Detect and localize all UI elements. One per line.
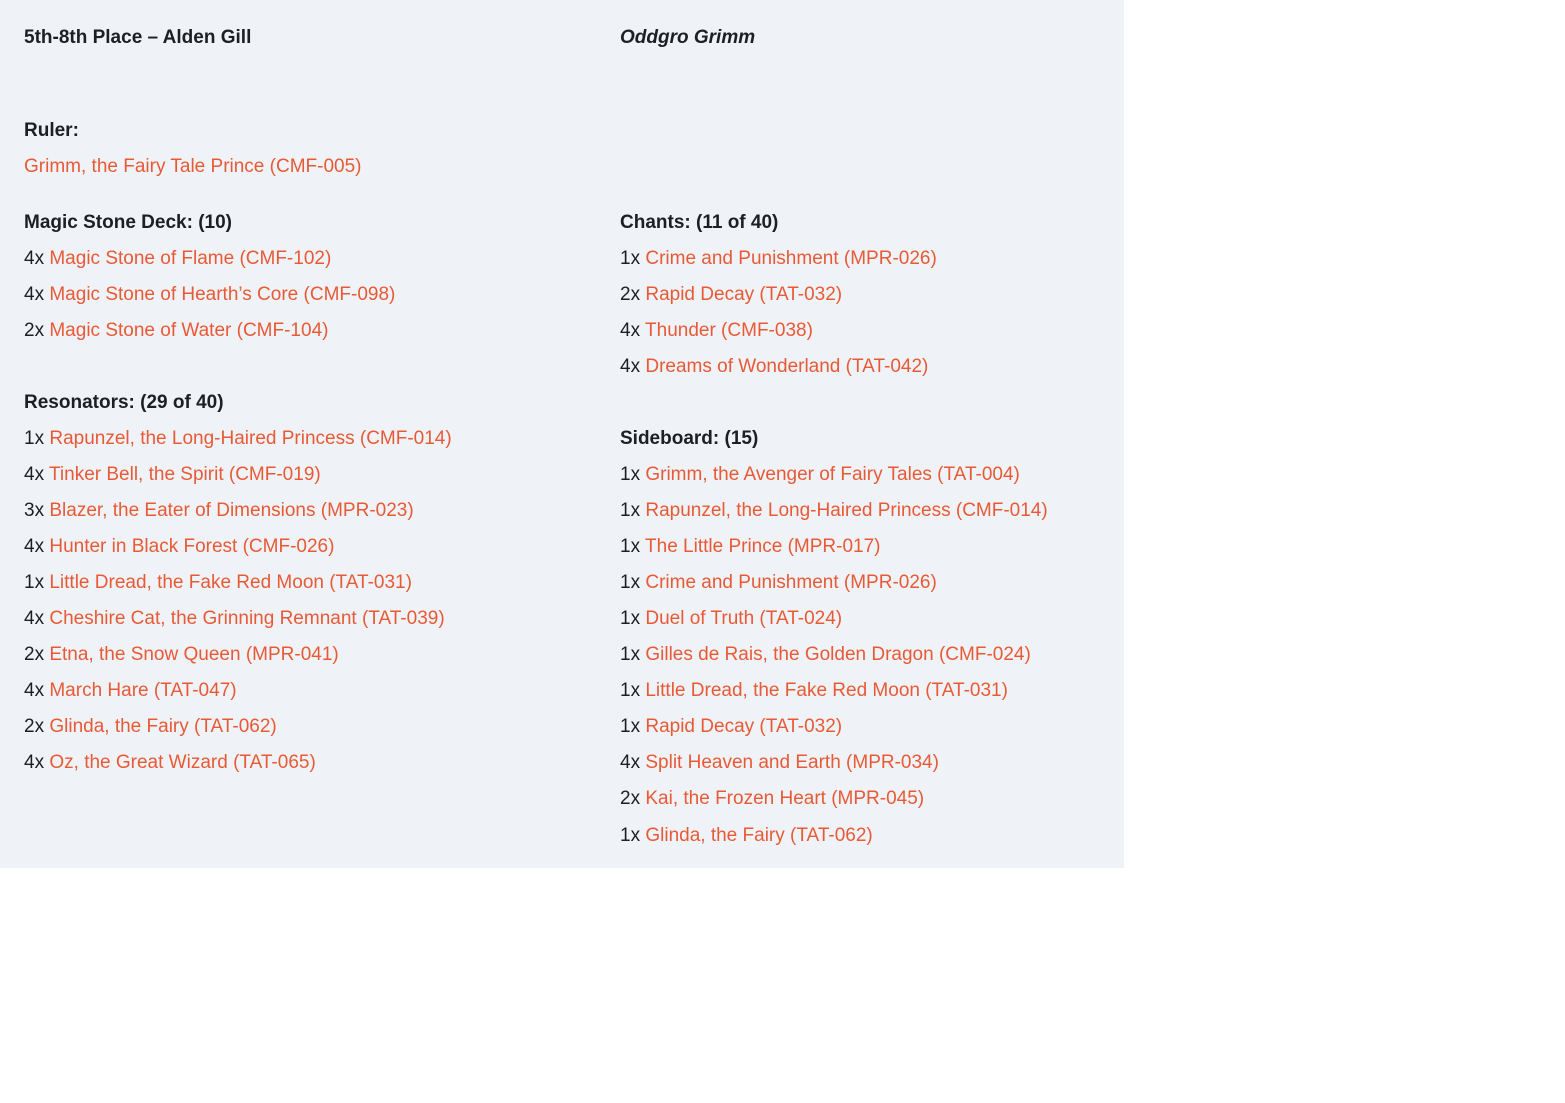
card-quantity: 4x <box>24 752 50 773</box>
card-quantity: 4x <box>24 680 50 701</box>
resonators-heading: Resonators: (29 of 40) <box>24 392 224 413</box>
card-link[interactable]: Dreams of Wonderland (TAT-042) <box>645 356 929 377</box>
list-item <box>24 570 412 596</box>
card-link[interactable]: Cheshire Cat, the Grinning Remnant (TAT-039) <box>49 608 445 629</box>
card-quantity: 4x <box>620 356 646 377</box>
card-quantity: 2x <box>24 716 50 737</box>
list-item <box>620 750 939 776</box>
list-item <box>24 498 414 524</box>
card-link[interactable]: Etna, the Snow Queen (MPR-041) <box>49 644 339 665</box>
list-item <box>620 786 924 812</box>
card-link[interactable]: Kai, the Frozen Heart (MPR-045) <box>645 788 925 809</box>
card-link[interactable]: Oz, the Great Wizard (TAT-065) <box>49 752 316 773</box>
card-link[interactable]: Glinda, the Fairy (TAT-062) <box>49 716 277 737</box>
card-link[interactable]: Crime and Punishment (MPR-026) <box>645 572 937 593</box>
list-item <box>24 750 316 776</box>
deck-name: Oddgro Grimm <box>620 27 756 48</box>
card-quantity: 4x <box>620 752 646 773</box>
ruler-heading: Ruler: <box>24 120 79 141</box>
card-quantity: 4x <box>24 248 50 269</box>
card-quantity: 1x <box>620 608 646 629</box>
card-link[interactable]: Hunter in Black Forest (CMF-026) <box>49 536 335 557</box>
card-quantity: 1x <box>620 500 646 521</box>
card-link[interactable]: Gilles de Rais, the Golden Dragon (CMF-024) <box>645 644 1031 665</box>
card-link[interactable]: March Hare (TAT-047) <box>49 680 237 701</box>
card-link[interactable]: Split Heaven and Earth (MPR-034) <box>645 752 939 773</box>
card-quantity: 4x <box>24 536 50 557</box>
card-link[interactable]: Grimm, the Avenger of Fairy Tales (TAT-004) <box>645 464 1020 485</box>
magic-stone-heading: Magic Stone Deck: (10) <box>24 212 232 233</box>
card-link[interactable]: Little Dread, the Fake Red Moon (TAT-031) <box>49 572 412 593</box>
page-title: 5th-8th Place – Alden Gill <box>24 27 252 48</box>
card-quantity: 1x <box>620 680 646 701</box>
list-item <box>620 714 842 740</box>
list-item <box>24 426 452 452</box>
card-link[interactable]: Rapid Decay (TAT-032) <box>645 716 843 737</box>
card-quantity: 2x <box>24 644 50 665</box>
card-link[interactable]: Magic Stone of Flame (CMF-102) <box>49 248 332 269</box>
list-item <box>620 282 842 308</box>
card-quantity: 1x <box>620 536 646 557</box>
card-quantity: 3x <box>24 500 50 521</box>
list-item <box>24 318 328 344</box>
list-item <box>24 282 395 308</box>
card-quantity: 1x <box>24 572 50 593</box>
list-item <box>620 678 1008 704</box>
card-quantity: 1x <box>620 644 646 665</box>
list-item <box>620 534 880 560</box>
chants-heading: Chants: (11 of 40) <box>620 212 779 233</box>
card-link[interactable]: Thunder (CMF-038) <box>645 320 813 341</box>
list-item <box>620 462 1020 488</box>
list-item <box>620 642 1031 668</box>
list-item <box>24 462 321 488</box>
list-item <box>620 246 937 272</box>
card-quantity: 1x <box>620 825 646 846</box>
card-quantity: 2x <box>24 320 50 341</box>
card-link[interactable]: Rapid Decay (TAT-032) <box>645 284 843 305</box>
card-quantity: 4x <box>24 464 50 485</box>
list-item <box>620 823 873 849</box>
card-link[interactable]: Magic Stone of Hearth’s Core (CMF-098) <box>49 284 396 305</box>
ruler-entry <box>24 154 362 180</box>
list-item <box>24 678 237 704</box>
list-item <box>620 318 813 344</box>
list-item <box>24 606 445 632</box>
card-quantity: 1x <box>620 248 646 269</box>
list-item <box>620 498 1048 524</box>
card-quantity: 1x <box>620 716 646 737</box>
list-item <box>24 714 277 740</box>
card-link[interactable]: The Little Prince (MPR-017) <box>645 536 881 557</box>
card-quantity: 2x <box>620 788 646 809</box>
list-item <box>620 354 928 380</box>
card-quantity: 2x <box>620 284 646 305</box>
list-item <box>24 534 334 560</box>
card-quantity: 4x <box>24 608 50 629</box>
card-quantity: 4x <box>620 320 646 341</box>
list-item <box>24 642 339 668</box>
card-link[interactable]: Magic Stone of Water (CMF-104) <box>49 320 329 341</box>
list-item <box>620 570 937 596</box>
card-link[interactable]: Crime and Punishment (MPR-026) <box>645 248 937 269</box>
card-link[interactable]: Rapunzel, the Long-Haired Princess (CMF-014) <box>49 428 452 449</box>
card-quantity: 1x <box>620 572 646 593</box>
card-link[interactable]: Rapunzel, the Long-Haired Princess (CMF-014) <box>645 500 1048 521</box>
ruler-card-link[interactable]: Grimm, the Fairy Tale Prince (CMF-005) <box>24 156 362 177</box>
card-link[interactable]: Little Dread, the Fake Red Moon (TAT-031) <box>645 680 1008 701</box>
card-link[interactable]: Glinda, the Fairy (TAT-062) <box>645 825 873 846</box>
card-quantity: 1x <box>24 428 50 449</box>
card-link[interactable]: Tinker Bell, the Spirit (CMF-019) <box>49 464 321 485</box>
card-quantity: 4x <box>24 284 50 305</box>
list-item <box>24 246 331 272</box>
card-quantity: 1x <box>620 464 646 485</box>
card-link[interactable]: Blazer, the Eater of Dimensions (MPR-023) <box>49 500 414 521</box>
card-link[interactable]: Duel of Truth (TAT-024) <box>645 608 843 629</box>
sideboard-heading: Sideboard: (15) <box>620 428 759 449</box>
list-item <box>620 606 842 632</box>
